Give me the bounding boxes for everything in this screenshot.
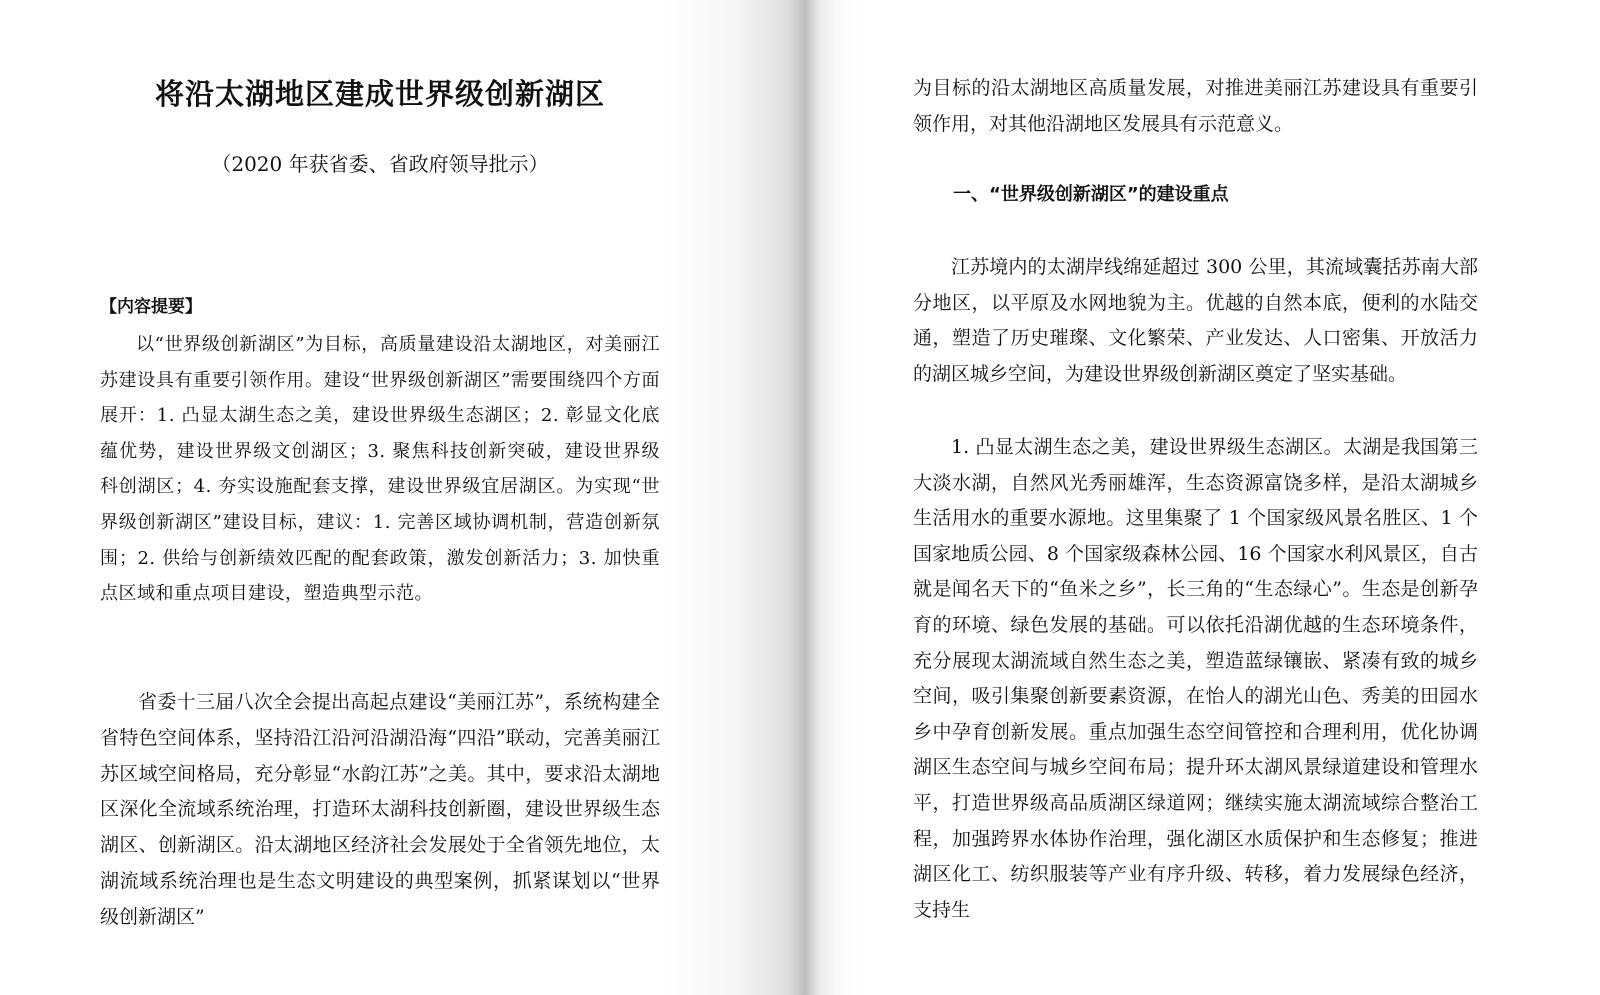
paragraph-lead-sentence: 1. 凸显太湖生态之美，建设世界级生态湖区。 xyxy=(951,436,1343,458)
summary-label: 【内容提要】 xyxy=(100,297,202,317)
document-title: 将沿太湖地区建成世界级创新湖区 xyxy=(154,77,605,111)
section-heading: 一、“世界级创新湖区”的建设重点 xyxy=(953,184,1229,205)
body-paragraph-right-1: 江苏境内的太湖岸线绵延超过 300 公里，其流域囊括苏南大部分地区，以平原及水网地貌为主。优越的自然本底，便利的水陆交通，塑造了历史璀璨、文化繁荣、产业发达、人口密集、开放活力的湖区城乡空间，为建设世界级创新湖区奠定了坚实基础。 xyxy=(913,256,1478,385)
summary-paragraph: 以“世界级创新湖区”为目标，高质量建设沿太湖地区，对美丽江苏建设具有重要引领作用。建设“世界级创新湖区”需要围绕四个方面展开：1. 凸显太湖生态之美，建设世界级生态湖区；2. 彰显文化底蕴优势，建设世界级文创湖区；3. 聚焦科技创新突破，建设世界级科创湖区；4. 夯实设施配套支撑，建设世界级宜居湖区。为实现“世界级创新湖区”建设目标，建议：1. 完善区域协调机制，营造创新氛围；2. 供给与创新绩效匹配的配套政策，激发创新活力；3. 加快重点区域和重点项目建设，塑造典型示范。 xyxy=(100,334,660,605)
document-subtitle: （2020 年获省委、省政府领导批示） xyxy=(211,152,549,176)
body-paragraph-right-2 xyxy=(913,430,1478,928)
paragraph-body-text: 太湖是我国第三大淡水湖，自然风光秀丽雄浑，生态资源富饶多样，是沿太湖城乡生活用水的重要水源地。这里集聚了 1 个国家级风景名胜区、1 个国家地质公园、8 个国家级森林公园、16 个国家水利风景区，自古就是闻名天下的“鱼米之乡”，长三角的“生态绿心”。生态是创新孕育的环境、绿色发展的基础。可以依托沿湖优越的生态环境条件，充分展现太湖流域自然生态之美，塑造蓝绿镶嵌、紧凑有致的城乡空间，吸引集聚创新要素资源，在怡人的湖光山色、秀美的田园水乡中孕育创新发展。重点加强生态空间管控和合理利用，优化协调湖区生态空间与城乡空间布局；提升环太湖风景绿道建设和管理水平，打造世界级高品质湖区绿道网；继续实施太湖流域综合整治工程，加强跨界水体协作治理，强化湖区水质保护和生态修复；推进湖区化工、纺织服装等产业有序升级、转移，着力发展绿色经济，支持生 xyxy=(913,436,1478,921)
continuation-paragraph: 为目标的沿太湖地区高质量发展，对推进美丽江苏建设具有重要引领作用，对其他沿湖地区发展具有示范意义。 xyxy=(913,77,1478,135)
body-paragraph-left: 省委十三届八次全会提出高起点建设“美丽江苏”，系统构建全省特色空间体系，坚持沿江沿河沿湖沿海“四沿”联动，完善美丽江苏区域空间格局，充分彰显“水韵江苏”之美。其中，要求沿太湖地区深化全流域系统治理，打造环太湖科技创新圈，建设世界级生态湖区、创新湖区。沿太湖地区经济社会发展处于全省领先地位，太湖流域系统治理也是生态文明建设的典型案例，抓紧谋划以“世界级创新湖区” xyxy=(100,691,660,928)
right-page xyxy=(805,0,1600,995)
